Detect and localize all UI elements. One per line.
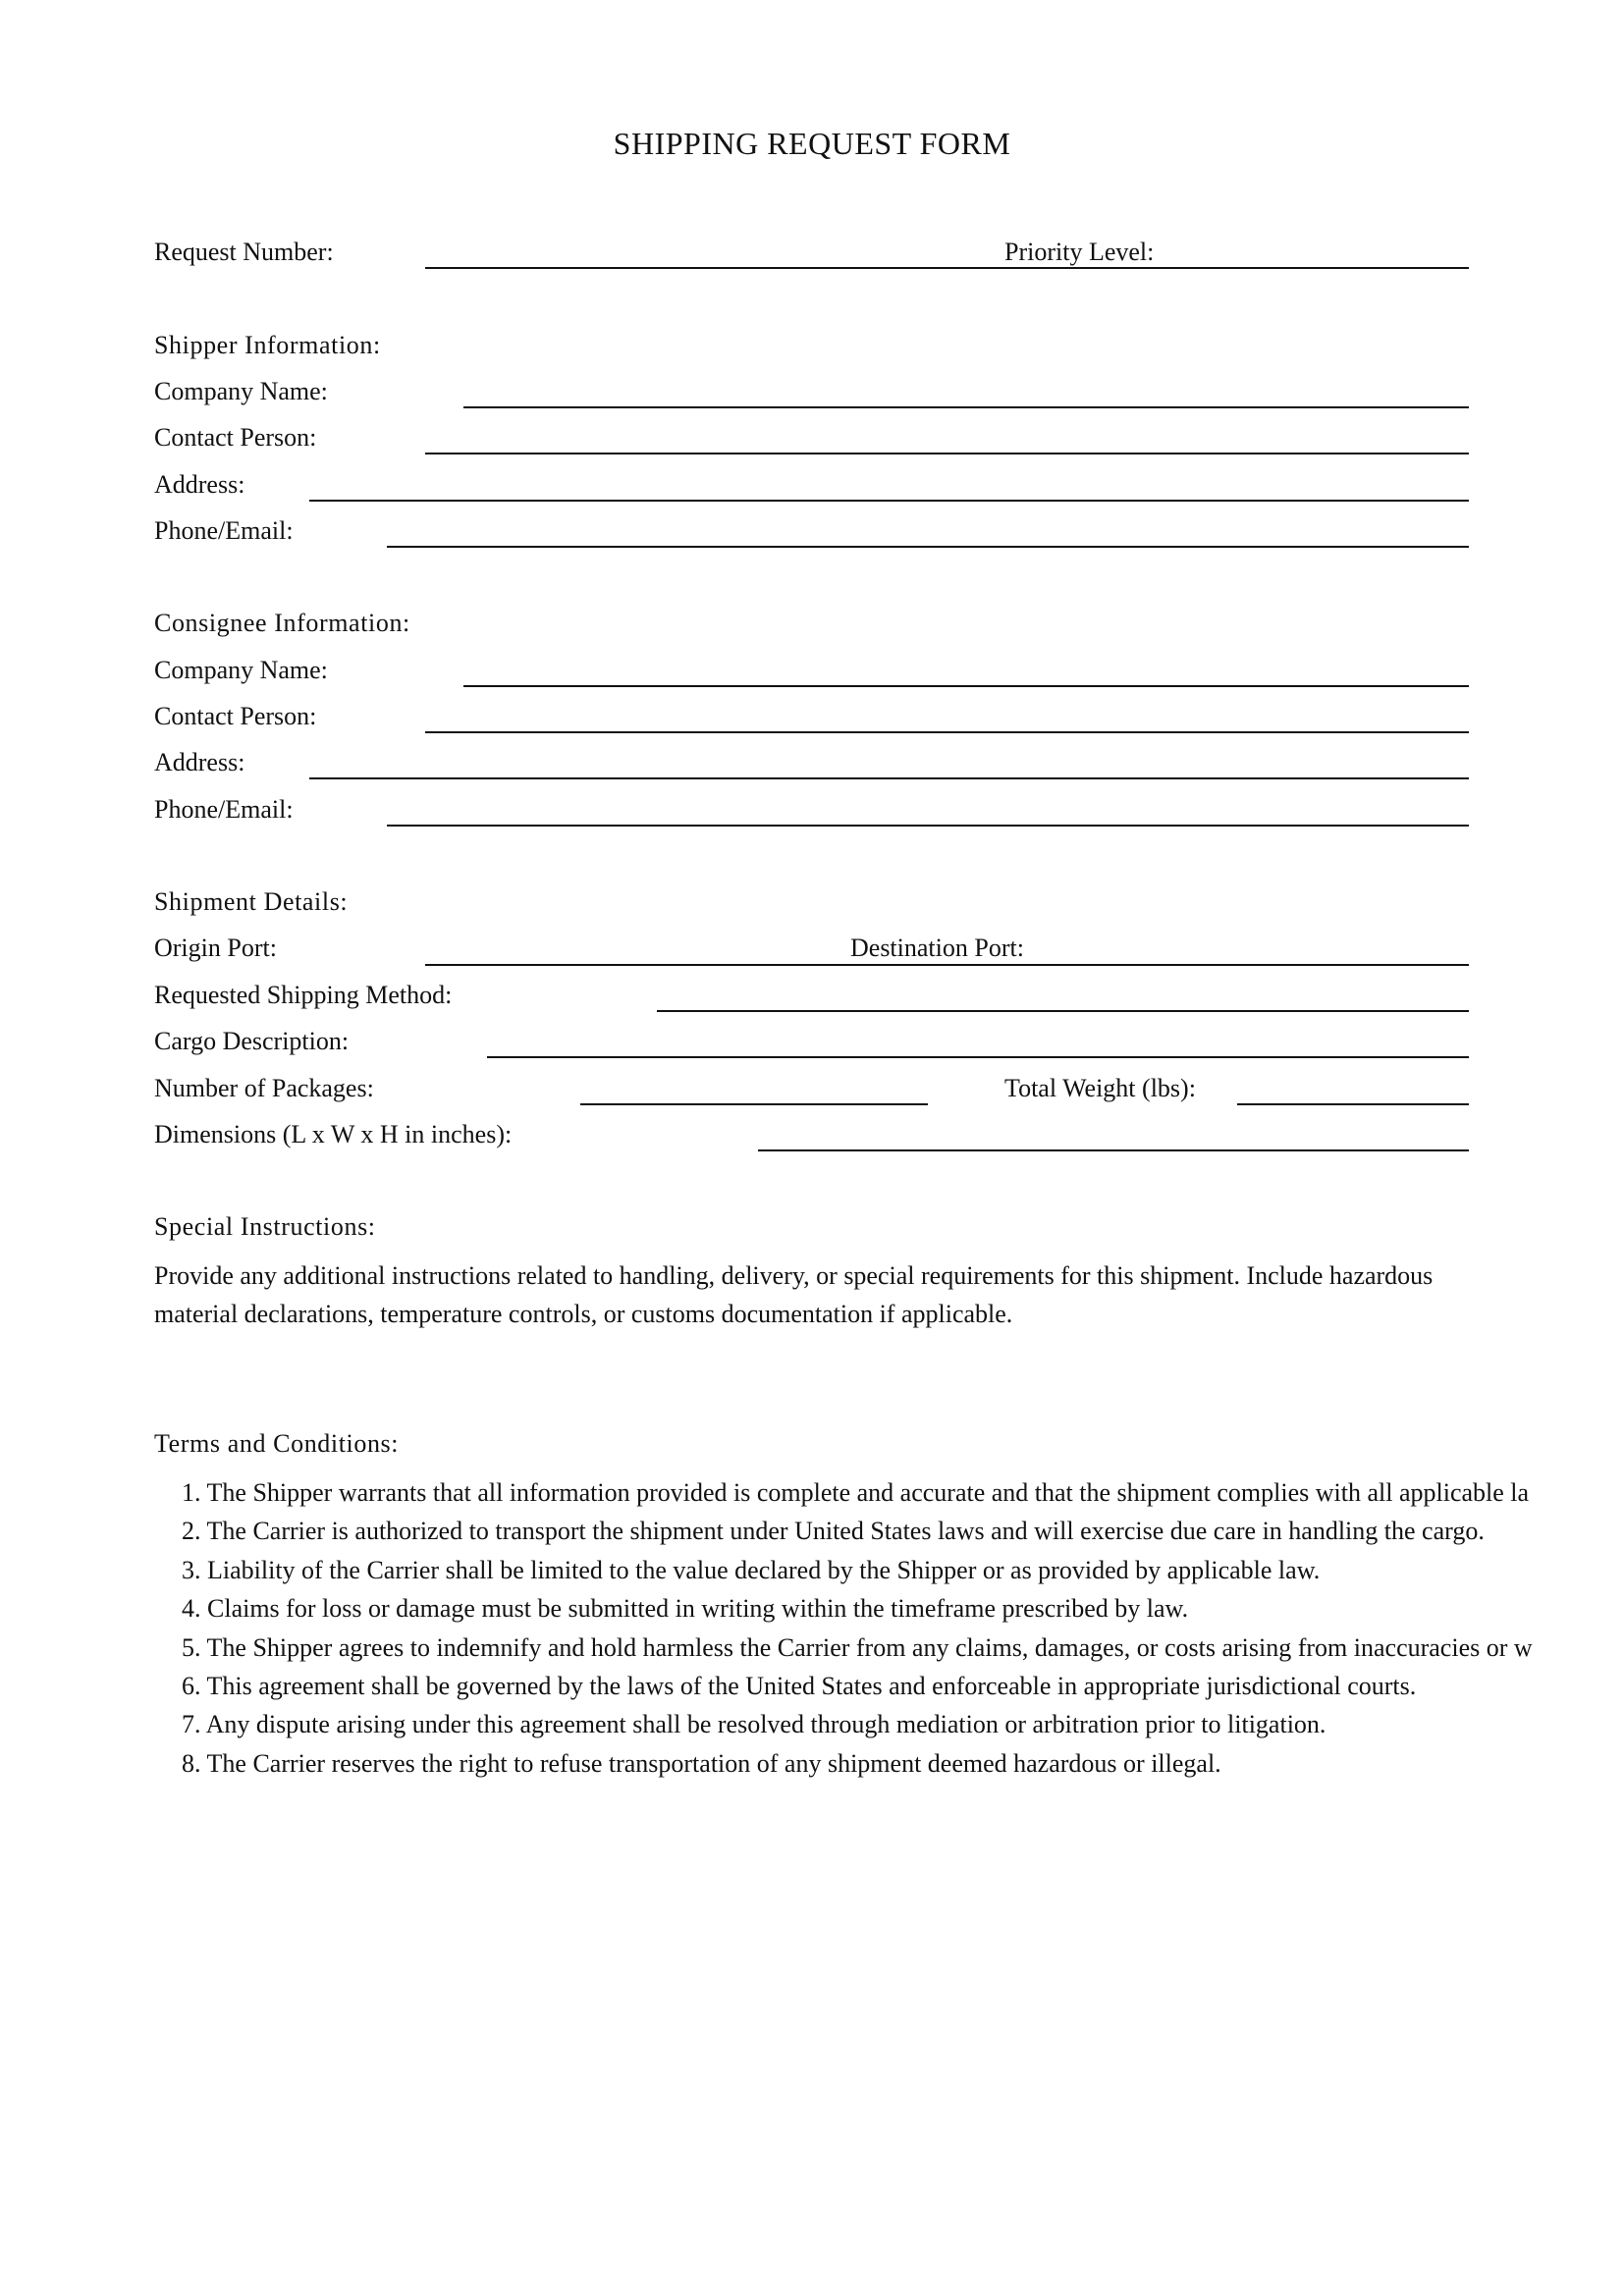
terms-item: 2. The Carrier is authorized to transport the shipment under United States laws and will exercise due care in handling the cargo. (182, 1517, 1485, 1546)
shipment-section-heading: Shipment Details: (154, 887, 349, 916)
dimensions-field[interactable] (758, 1149, 1469, 1151)
terms-item: 1. The Shipper warrants that all information provided is complete and accurate and that the shipment complies with all applicable la (182, 1478, 1530, 1507)
dimensions-label: Dimensions (L x W x H in inches): (154, 1120, 513, 1148)
special-instructions-heading: Special Instructions: (154, 1212, 376, 1241)
origin-port-label: Origin Port: (154, 934, 277, 962)
packages-field[interactable] (580, 1103, 928, 1105)
total-weight-field[interactable] (1237, 1103, 1469, 1105)
terms-item: 5. The Shipper agrees to indemnify and hold harmless the Carrier from any claims, damages, or costs arising from inaccuracies or w (182, 1632, 1533, 1662)
shipper-company-label: Company Name: (154, 377, 328, 405)
consignee-phone-label: Phone/Email: (154, 795, 294, 824)
consignee-address-field[interactable] (309, 777, 1469, 779)
packages-label: Number of Packages: (154, 1074, 374, 1102)
consignee-section-heading: Consignee Information: (154, 609, 410, 637)
consignee-contact-field[interactable] (425, 731, 1469, 733)
terms-item: 3. Liability of the Carrier shall be limited to the value declared by the Shipper or as provided by applicable law. (182, 1555, 1321, 1584)
shipper-contact-field[interactable] (425, 453, 1469, 454)
terms-item: 4. Claims for loss or damage must be submitted in writing within the timeframe prescribed by law. (182, 1594, 1189, 1624)
request-number-label: Request Number: (154, 238, 334, 266)
shipper-address-label: Address: (154, 470, 245, 499)
shipper-company-field[interactable] (463, 406, 1469, 408)
consignee-phone-field[interactable] (387, 825, 1469, 827)
cargo-description-label: Cargo Description: (154, 1027, 350, 1055)
consignee-address-label: Address: (154, 748, 245, 776)
consignee-company-field[interactable] (463, 685, 1469, 687)
consignee-company-label: Company Name: (154, 656, 328, 684)
shipping-method-field[interactable] (657, 1010, 1469, 1012)
form-title: SHIPPING REQUEST FORM (613, 126, 1011, 161)
shipper-phone-label: Phone/Email: (154, 516, 294, 545)
total-weight-label: Total Weight (lbs): (1004, 1074, 1196, 1102)
shipper-section-heading: Shipper Information: (154, 331, 381, 359)
destination-port-label: Destination Port: (850, 934, 1024, 962)
shipper-contact-label: Contact Person: (154, 423, 317, 452)
request-number-field[interactable] (425, 267, 1469, 269)
terms-item: 6. This agreement shall be governed by the laws of the United States and enforceable in appropriate jurisdictional courts. (182, 1672, 1417, 1701)
terms-heading: Terms and Conditions: (154, 1429, 400, 1458)
origin-destination-field[interactable] (425, 964, 1469, 966)
special-instructions-text: Provide any additional instructions related to handling, delivery, or special requirements for this shipment. Include hazardous material declarations, temperature controls, or customs documentation if applicable. (154, 1261, 1434, 1328)
terms-item: 7. Any dispute arising under this agreement shall be resolved through mediation or arbitration prior to litigation. (182, 1710, 1326, 1739)
shipper-address-field[interactable] (309, 500, 1469, 502)
priority-level-label: Priority Level: (1004, 238, 1155, 266)
cargo-description-field[interactable] (487, 1056, 1469, 1058)
shipping-method-label: Requested Shipping Method: (154, 981, 453, 1009)
terms-item: 8. The Carrier reserves the right to refuse transportation of any shipment deemed hazardous or illegal. (182, 1748, 1221, 1778)
terms-list (182, 1473, 1533, 1783)
consignee-contact-label: Contact Person: (154, 702, 317, 730)
shipper-phone-field[interactable] (387, 546, 1469, 548)
